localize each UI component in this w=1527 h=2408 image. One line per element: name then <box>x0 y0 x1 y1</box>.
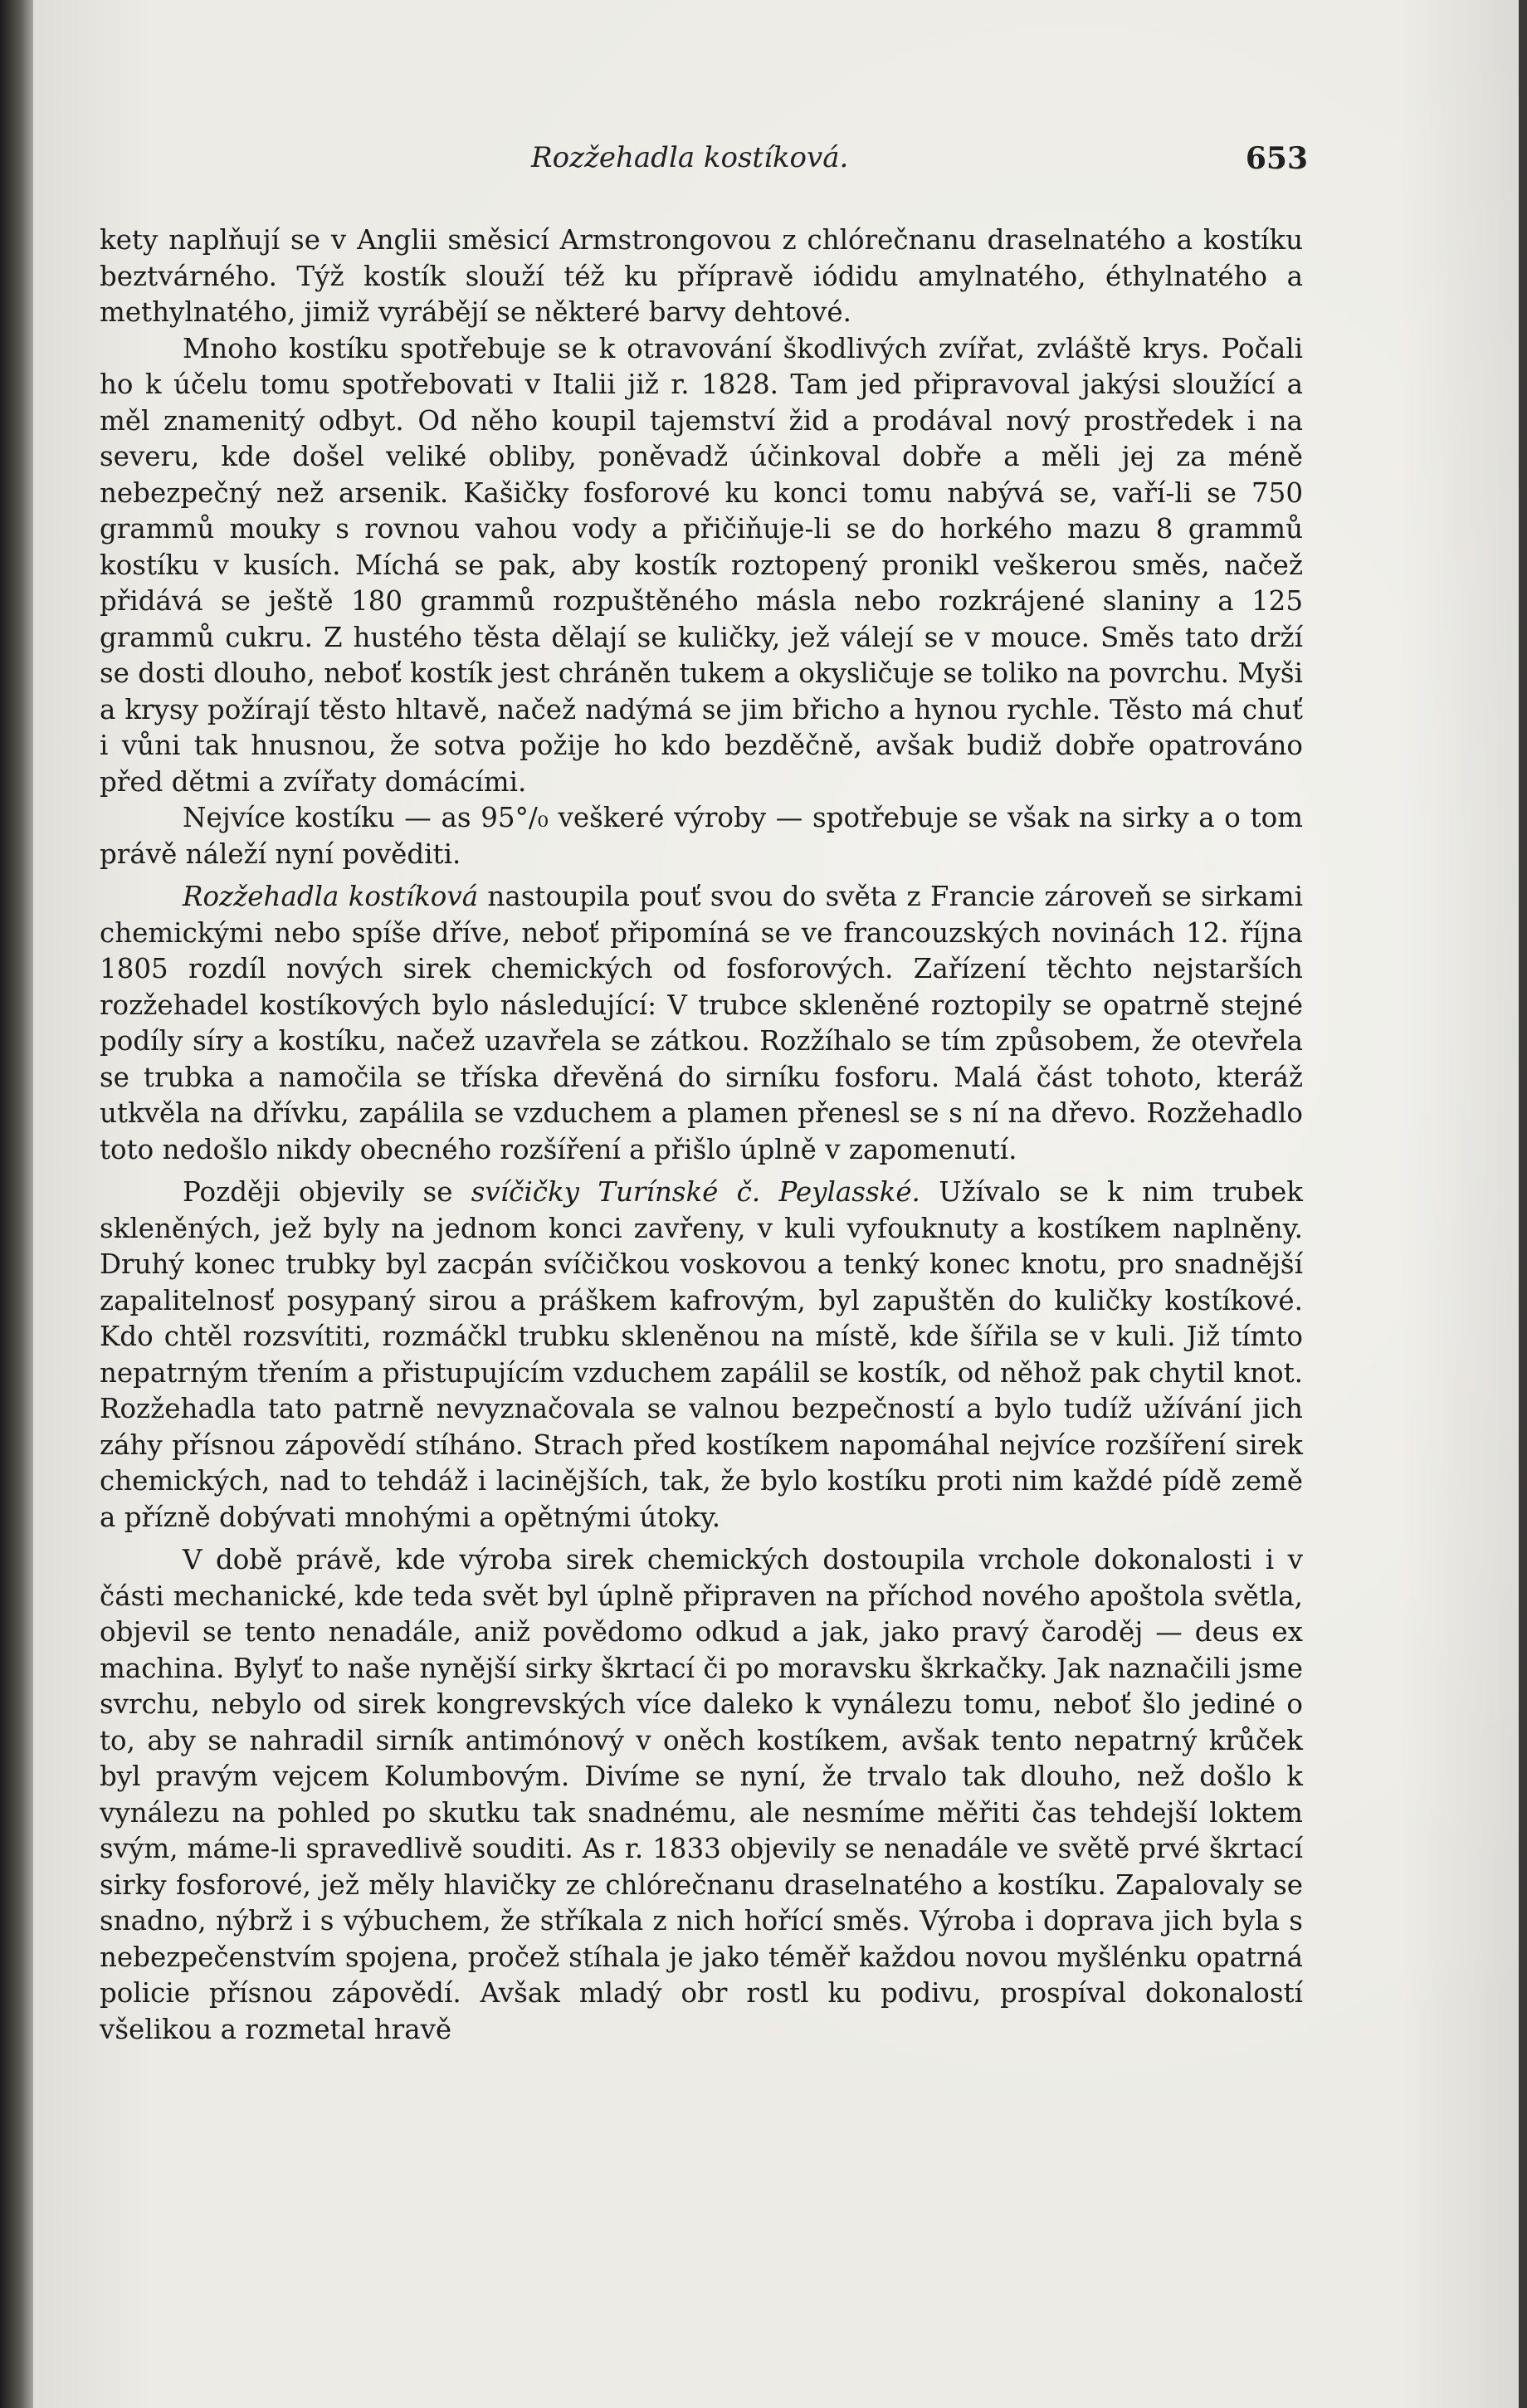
book-binding-edge <box>0 0 33 2408</box>
paragraph-text: nastoupila pouť svou do světa z Francie zároveň se sirkami chemickými nebo spíše dříve, neboť připomíná se ve francouzských novinách 12. října 1805 rozdíl nových sirek chemických od fosforových. Zařízení těchto nejstarších rozžehadel kostíkových bylo následující: V trubce skleněné roztopily se opatrně stejné podíly síry a kostíku, načež uzavřela se zátkou. Rozžíhalo se tím způsobem, že otevřela se trubka a namočila se tříska dřevěná do sirníku fosforu. Malá část tohoto, kteráž utkvěla na dřívku, zapálila se vzduchem a plamen přenesl se s ní na dřevo. Rozžehadlo toto nedošlo nikdy obecného rozšíření a přišlo úplně v zapomenutí. <box>100 881 1304 1165</box>
paragraph-text: Mnoho kostíku spotřebuje se k otravování škodlivých zvířat, zvláště krys. Počali ho k účelu tomu spotřebovati v Italii již r. 1828. Tam jed připravoval jakýsi sloužící a měl znamenitý odbyt. Od něho koupil tajemství žid a prodával nový prostředek i na severu, kde došel veliké obliby, poněvadž účinkoval dobře a měli jej za méně nebezpečný než arsenik. Kašičky fosforové ku konci tomu nabývá se, vaří-li se 750 grammů mouky s rovnou vahou vody a přičiňuje-li se do horkého mazu 8 grammů kostíku v kusích. Míchá se pak, aby kostík roztopený pronikl veškerou směs, načež přidává se ještě 180 grammů rozpuštěného másla nebo rozkrájené slaniny a 125 grammů cukru. Z hustého těsta dělají se kuličky, jež válejí se v mouce. Směs tato drží se dosti dlouho, neboť kostík jest chráněn tukem a okysličuje se toliko na povrchu. Myši a krysy požírají těsto hltavě, načež nadýmá se jim břicho a hynou rychle. Těsto má chuť i vůni tak hnusnou, že sotva požije ho kdo bezděčně, avšak budiž dobře opatrováno před dětmi a zvířaty domácími. <box>100 332 1303 798</box>
paragraph-4 <box>100 879 1303 1168</box>
paragraph-lead-italic: Rozžehadla kostíková <box>183 881 479 912</box>
paragraph-3 <box>100 800 1303 872</box>
running-title: Rozžehadla kostíková. <box>531 141 849 174</box>
body-text <box>100 222 1303 2048</box>
page-number: 653 <box>1245 141 1308 176</box>
paragraph-text: Užívalo se k nim trubek skleněných, jež byly na jednom konci zavřeny, v kuli vyfouknuty a kostíkem naplněny. Druhý konec trubky byl zacpán svíčičkou voskovou a tenký konec knotu, pro snadnější zapalitelnosť posypaný sirou a práškem kafrovým, byl zapuštěn do kuličky kostíkové. Kdo chtěl rozsvítiti, rozmáčkl trubku skleněnou na místě, kde šířila se v kuli. Již tímto nepatrným třením a přistupujícím vzduchem zapálil se kostík, od něhož pak chytil knot. Rozžehadla tato patrně nevyznačovala se valnou bezpečností a bylo tudíž užívání jich záhy přísnou zápovědí stíháno. Strach před kostíkem napomáhal nejvíce rozšíření sirek chemických, nad to tehdáž i lacinějších, tak, že bylo kostíku proti nim každé pídě země a přízně dobývati mnohými a opětnými útoky. <box>100 1176 1303 1533</box>
running-head <box>100 141 1308 191</box>
paragraph-text: Nejvíce kostíku — as 95°/₀ veškeré výroby — spotřebuje se však na sirky a o tom právě náleží nyní pověditi. <box>100 802 1303 870</box>
paragraph-text-before: Později objevily se <box>183 1176 471 1208</box>
paragraph-6 <box>100 1542 1303 2048</box>
paragraph-2 <box>100 331 1303 801</box>
paragraph-text: kety naplňují se v Anglii směsicí Armstrongovou z chlórečnanu draselnatého a kostíku beztvárného. Týž kostík slouží též ku přípravě iódidu amylnatého, éthylnatého a methylnatého, jimiž vyrábějí se některé barvy dehtové. <box>100 224 1303 328</box>
paragraph-lead-italic: svíčičky Turínské č. Peylasské. <box>471 1176 920 1208</box>
paragraph-5 <box>100 1175 1303 1536</box>
paragraph-text: V době právě, kde výroba sirek chemických dostoupila vrchole dokonalosti i v části mechanické, kde teda svět byl úplně připraven na příchod nového apoštola světla, objevil se tento nenadále, aniž povědomo odkud a jak, jako pravý čaroděj — deus ex machina. Bylyť to naše nynější sirky škrtací či po moravsku škrkačky. Jak naznačili jsme svrchu, nebylo od sirek kongrevských více daleko k vynálezu tomu, neboť šlo jediné o to, aby se nahradil sirník antimónový v oněch kostíkem, avšak tento nepatrný krůček byl pravým vejcem Kolumbovým. Divíme se nyní, že trvalo tak dlouho, než došlo k vynálezu na pohled po skutku tak snadnému, ale nesmíme měřiti čas tehdejší loktem svým, máme-li spravedlivě souditi. As r. 1833 objevily se nenadále ve světě prvé škrtací sirky fosforové, jež měly hlavičky ze chlórečnanu draselnatého a kostíku. Zapalovaly se snadno, nýbrž i s výbuchem, že stříkala z nich hořící směs. Výroba i doprava jich byla s nebezpečenstvím spojena, pročež stíhala je jako téměř každou novou myšlénku opatrná policie přísnou zápovědí. Avšak mladý obr rostl ku podivu, prospíval dokonalostí všelikou a rozmetal hravě <box>100 1544 1303 2045</box>
paragraph-1 <box>100 222 1303 331</box>
